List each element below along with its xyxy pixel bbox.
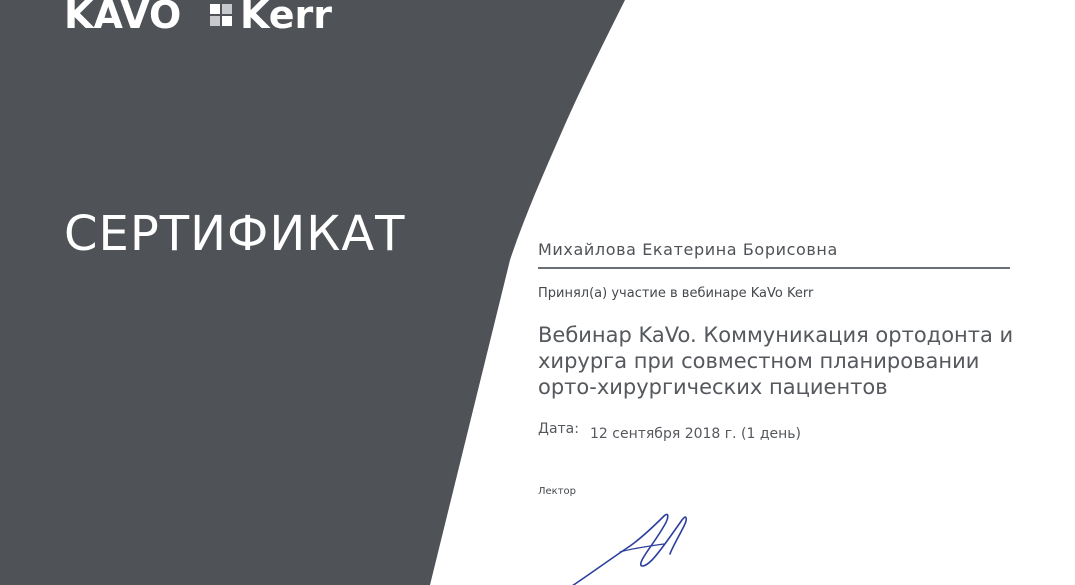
lecturer-label: Лектор bbox=[538, 486, 577, 497]
date-label: Дата: bbox=[538, 421, 579, 437]
svg-text:KAVO: KAVO bbox=[64, 0, 182, 36]
name-underline bbox=[538, 267, 1010, 269]
lecturer-signature bbox=[560, 508, 710, 585]
kavo-kerr-logo bbox=[64, 0, 384, 36]
webinar-title: Вебинар KaVo. Коммуникация ортодонта и хирурга при совместном планировании орто-хирургических пациентов bbox=[538, 323, 1014, 399]
certificate-title: СЕРТИФИКАТ bbox=[64, 206, 406, 262]
participation-text: Принял(а) участие в вебинаре KaVo Kerr bbox=[538, 286, 814, 301]
recipient-name: Михайлова Екатерина Борисовна bbox=[538, 240, 838, 259]
date-value: 12 сентября 2018 г. (1 день) bbox=[590, 426, 802, 442]
svg-text:Kerr: Kerr bbox=[240, 0, 333, 36]
